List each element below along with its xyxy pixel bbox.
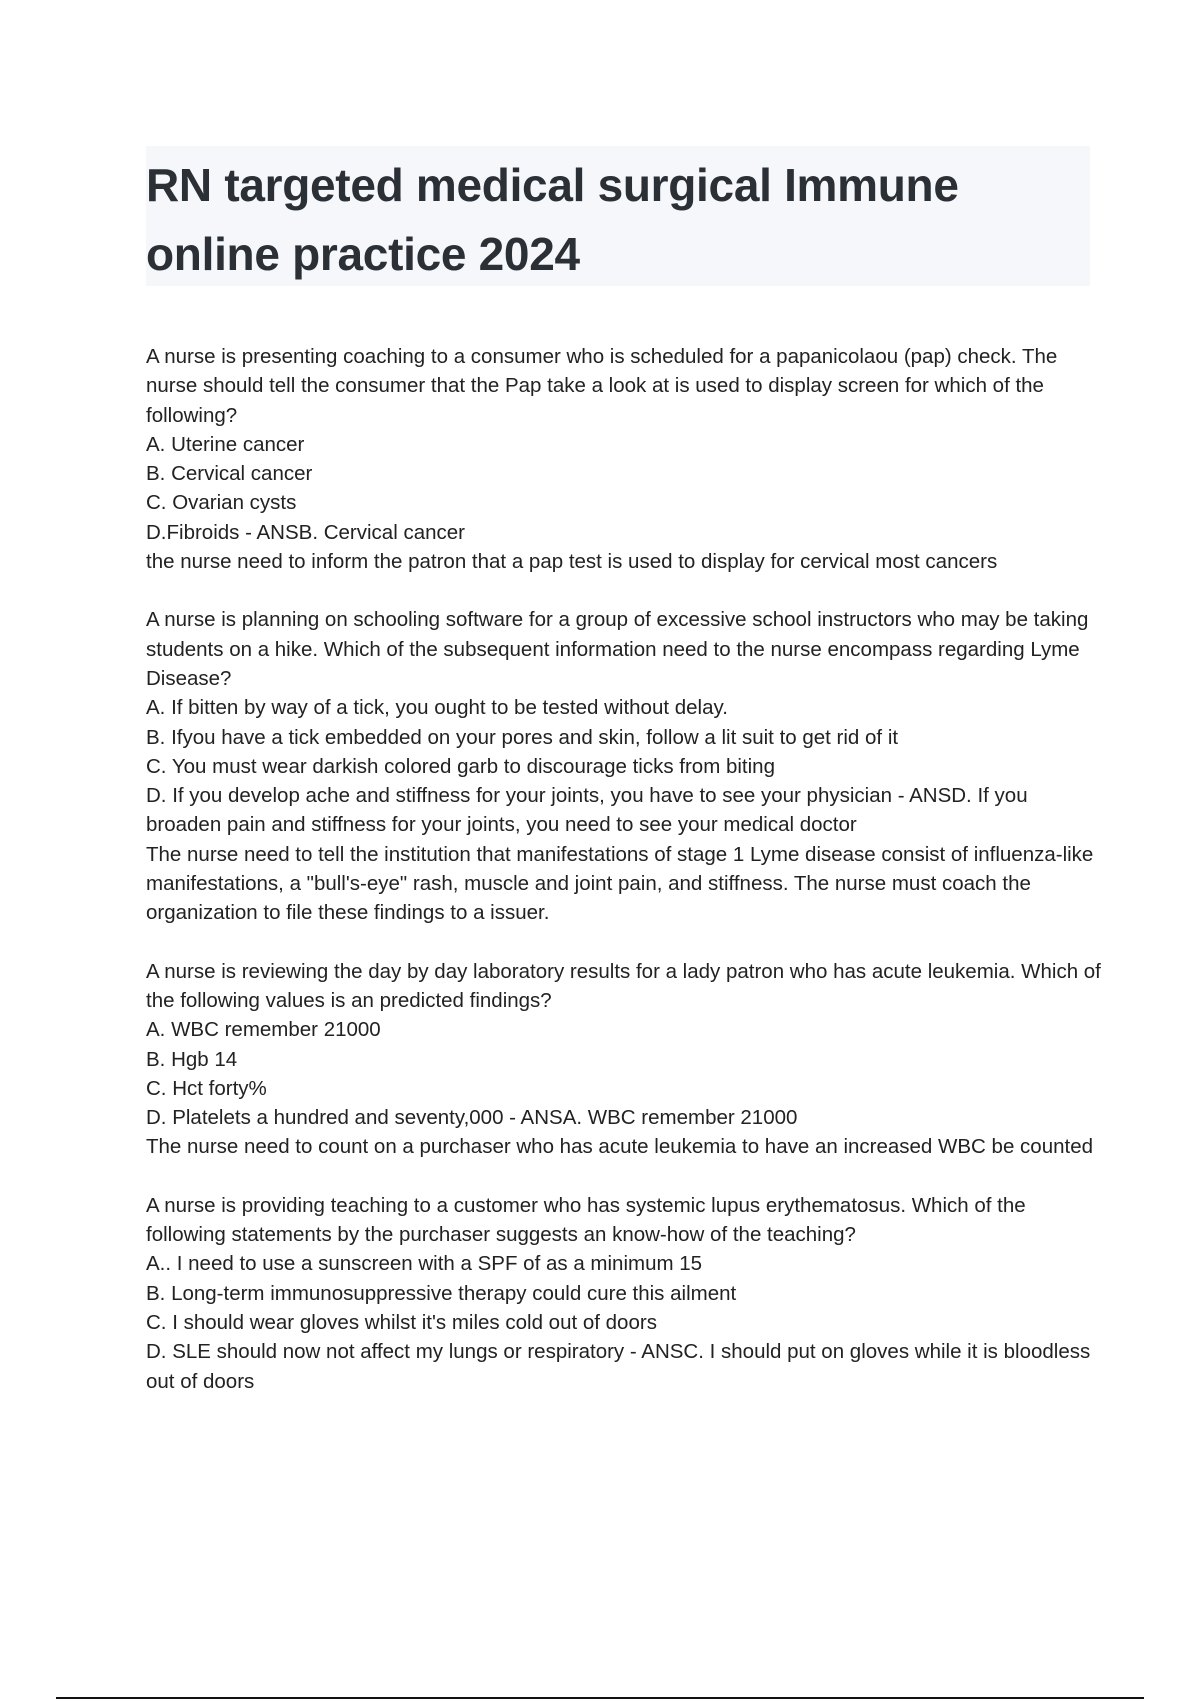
answer-option: A.. I need to use a sunscreen with a SPF of as a minimum 15 bbox=[146, 1252, 703, 1276]
answer-option: B. Ifyou have a tick embedded on your pores and skin, follow a lit suit to get rid of it bbox=[146, 725, 899, 749]
footer-divider bbox=[56, 1697, 1144, 1699]
answer-option: B. Long-term immunosuppressive therapy could cure this ailment bbox=[146, 1281, 737, 1305]
answer-option: D. Platelets a hundred and seventy,000 - ANSA. WBC remember 21000 bbox=[146, 1106, 798, 1130]
answer-option: A. If bitten by way of a tick, you ought to be tested without delay. bbox=[146, 696, 728, 720]
document-title: RN targeted medical surgical Immune online practice 2024 bbox=[146, 159, 959, 280]
answer-option: D. If you develop ache and stiffness for your joints, you have to see your physician - ANSD. If you broaden pain and stiffness for your joints, you need to see your medical doctor bbox=[146, 784, 1028, 837]
title-banner bbox=[146, 146, 1090, 286]
question-stem: A nurse is planning on schooling software for a group of excessive school instructors who may be taking students on a hike. Which of the subsequent information need to the nurse encompass regarding Lyme Disease? bbox=[146, 608, 1089, 690]
answer-option: B. Cervical cancer bbox=[146, 462, 313, 486]
question-block bbox=[146, 1191, 1106, 1396]
answer-option: D.Fibroids - ANSB. Cervical cancer bbox=[146, 520, 465, 544]
answer-option: C. You must wear darkish colored garb to discourage ticks from biting bbox=[146, 754, 775, 778]
question-block bbox=[146, 605, 1106, 927]
question-stem: A nurse is reviewing the day by day laboratory results for a lady patron who has acute leukemia. Which of the following values is an predicted findings? bbox=[146, 959, 1101, 1012]
question-rationale: The nurse need to count on a purchaser who has acute leukemia to have an increased WBC be counted bbox=[146, 1135, 1094, 1159]
question-block bbox=[146, 957, 1106, 1162]
question-list bbox=[146, 342, 1106, 1425]
answer-option: C. Ovarian cysts bbox=[146, 491, 297, 515]
answer-option: C. Hct forty% bbox=[146, 1076, 267, 1100]
question-rationale: The nurse need to tell the institution that manifestations of stage 1 Lyme disease consist of influenza-like manifestations, a "bull's-eye" rash, muscle and joint pain, and stiffness. The nurse must coach the organization to file these findings to a issuer. bbox=[146, 842, 1094, 925]
question-stem: A nurse is presenting coaching to a consumer who is scheduled for a papanicolaou (pap) check. The nurse should tell the consumer that the Pap take a look at is used to display screen for which of the following? bbox=[146, 345, 1058, 427]
answer-option: D. SLE should now not affect my lungs or respiratory - ANSC. I should put on gloves while it is bloodless out of doors bbox=[146, 1340, 1091, 1393]
answer-option: A. WBC remember 21000 bbox=[146, 1018, 381, 1042]
question-stem: A nurse is providing teaching to a customer who has systemic lupus erythematosus. Which of the following statements by the purchaser suggests an know-how of the teaching? bbox=[146, 1193, 1026, 1247]
answer-option: A. Uterine cancer bbox=[146, 432, 305, 456]
question-block bbox=[146, 342, 1106, 576]
answer-option: C. I should wear gloves whilst it's miles cold out of doors bbox=[146, 1310, 657, 1334]
question-rationale: the nurse need to inform the patron that a pap test is used to display for cervical most cancers bbox=[146, 550, 998, 574]
answer-option: B. Hgb 14 bbox=[146, 1047, 238, 1071]
